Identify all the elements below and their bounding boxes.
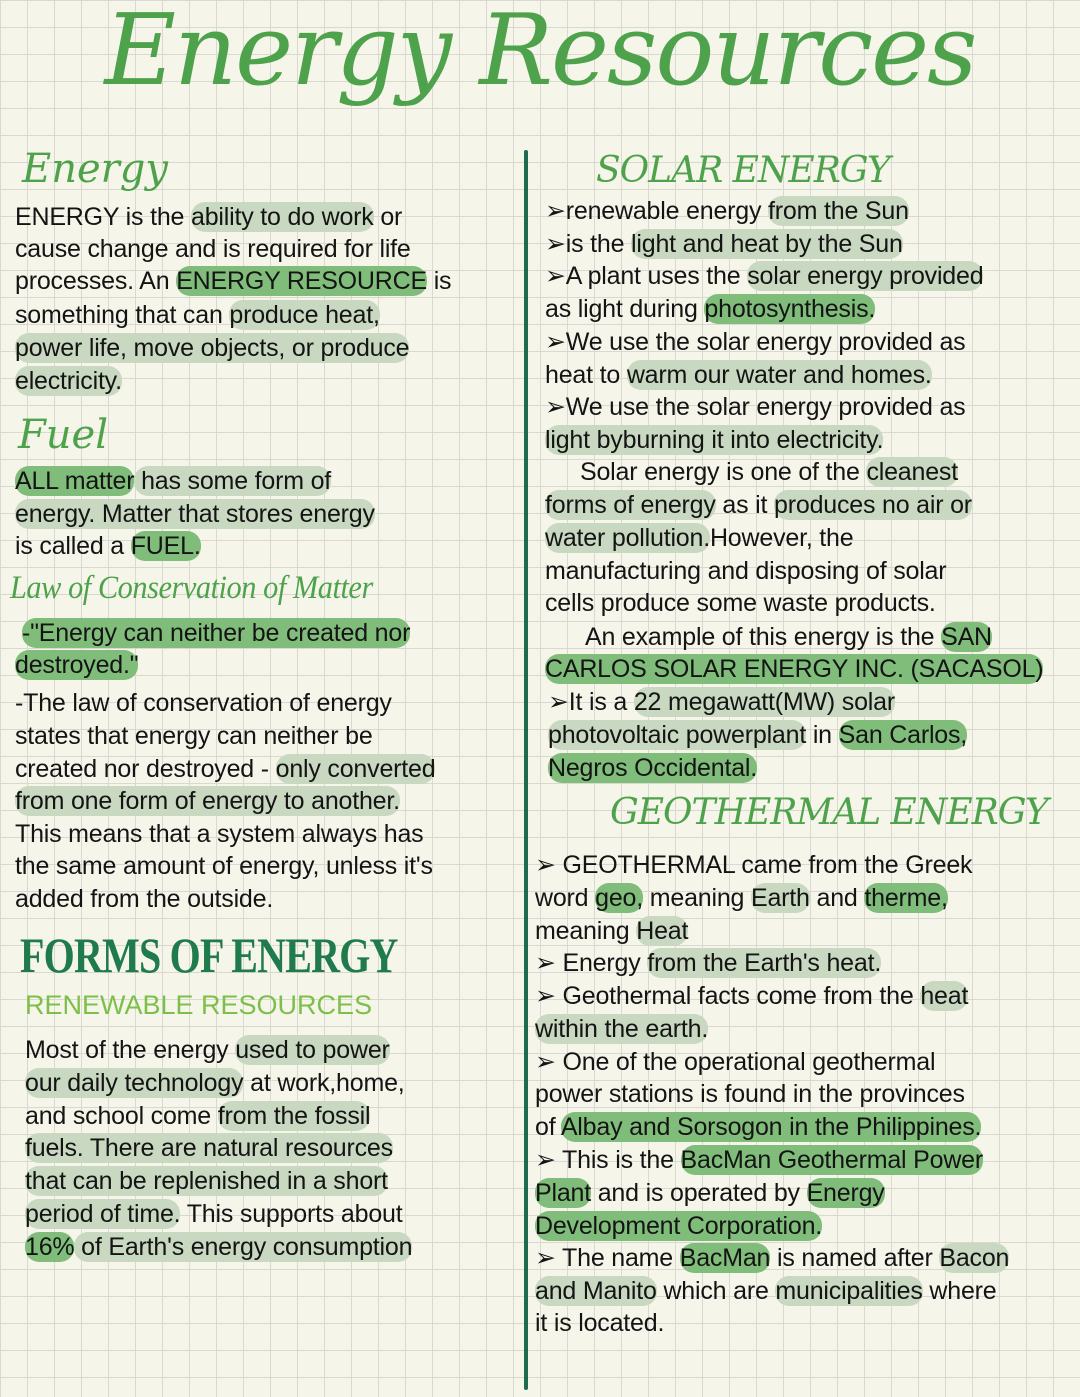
highlighted-text: warm our water and homes. (626, 361, 932, 389)
note-text: Solar energy is one of the (580, 458, 867, 486)
right-column-line (535, 1275, 997, 1307)
highlighted-text: and Manito (535, 1277, 657, 1305)
right-column-line (535, 1210, 822, 1242)
highlighted-text: ALL matter (15, 467, 135, 495)
note-text: added from the outside. (15, 885, 274, 913)
note-text: An example of this energy is the (585, 623, 942, 651)
right-column-line (545, 424, 883, 456)
heading-solar-energy: SOLAR ENERGY (596, 150, 890, 191)
note-text: at work,home, (243, 1069, 405, 1097)
heading-law-of-conservation: Law of Conservation of Matter (10, 570, 373, 606)
left-column-line (25, 1132, 393, 1164)
left-column-line (25, 1165, 388, 1197)
left-column-line (25, 1067, 405, 1099)
highlighted-text: Development Corporation. (535, 1212, 823, 1240)
highlighted-text: heat (920, 982, 969, 1010)
highlighted-text: only converted (275, 755, 436, 783)
highlighted-text: that can be replenished in a short (25, 1167, 388, 1195)
heading-geothermal-energy: GEOTHERMAL ENERGY (610, 792, 1048, 833)
note-text: created nor destroyed - (15, 755, 276, 783)
highlighted-text: photovoltaic powerplant (548, 721, 807, 749)
note-text: manufacturing and disposing of solar (545, 557, 947, 585)
left-column-line (15, 649, 138, 681)
note-text: it is located. (535, 1309, 665, 1337)
note-text: is called a (15, 532, 131, 560)
left-column-line (15, 201, 402, 233)
highlighted-text: from the fossil (217, 1102, 371, 1130)
note-text: which are (656, 1277, 776, 1305)
note-text: as it (715, 491, 775, 519)
right-column-line (535, 947, 881, 979)
highlighted-text: geo, (595, 884, 643, 912)
right-column-line (545, 653, 1043, 685)
note-text: in (806, 721, 839, 749)
right-column-line (545, 326, 965, 358)
right-column-line (535, 1078, 965, 1110)
right-column-line (545, 195, 909, 227)
left-column-line (25, 1231, 412, 1263)
right-column-line (535, 1013, 708, 1045)
highlighted-text: energy. Matter that stores energy (15, 500, 375, 528)
left-column-line (15, 465, 331, 497)
highlighted-text: destroyed." (15, 651, 139, 679)
note-text: something that can (15, 301, 230, 329)
left-column-line (15, 530, 201, 562)
page-title: Energy Resources (104, 0, 976, 108)
heading-energy: Energy (22, 146, 168, 192)
column-divider (524, 150, 528, 1390)
note-text: as light during (545, 295, 705, 323)
note-text: and (809, 884, 865, 912)
note-text: processes. An (15, 267, 177, 295)
right-column-line (545, 522, 853, 554)
right-column-line (545, 228, 903, 260)
note-text: meaning (643, 884, 751, 912)
note-text: is (426, 267, 452, 295)
right-column-line (535, 915, 688, 947)
right-column-line (548, 719, 967, 751)
right-column-line (535, 1307, 664, 1339)
highlighted-text: Albay and Sorsogon in the Philippines. (560, 1113, 982, 1141)
highlighted-text: Plant (535, 1179, 591, 1207)
note-text: cause change and is required for life (15, 235, 411, 263)
right-column-line (548, 686, 895, 718)
right-column-line (585, 621, 992, 653)
highlighted-text: Earth (751, 884, 810, 912)
note-text: This means that a system always has (15, 820, 424, 848)
right-column-line (535, 849, 972, 881)
left-column-line (15, 818, 423, 850)
note-text: of (535, 1113, 561, 1141)
highlighted-text: BacMan (679, 1244, 771, 1272)
left-column-line (22, 617, 410, 649)
note-text: This supports about (180, 1200, 403, 1228)
highlighted-text: light byburning it into electricity. (545, 426, 884, 454)
right-column-line (535, 882, 948, 914)
highlighted-text: water pollution. (545, 524, 710, 552)
note-text: ➢ Geothermal facts come from the (535, 982, 921, 1010)
highlighted-text: within the earth. (535, 1015, 709, 1043)
right-column-line (580, 456, 958, 488)
note-text: ➢is the (545, 230, 632, 258)
highlighted-text: photosynthesis. (704, 295, 876, 323)
right-column-line (535, 1046, 935, 1078)
note-text: ➢ One of the operational geothermal (535, 1048, 936, 1076)
highlighted-text: ENERGY RESOURCE (176, 267, 427, 295)
highlighted-text: produce heat, (229, 301, 380, 329)
left-column-line (15, 365, 122, 397)
highlighted-text: power life, move objects, or produce (15, 334, 410, 362)
highlighted-text: Bacon (939, 1244, 1010, 1272)
highlighted-text: solar energy provided (747, 262, 984, 290)
note-text: where (922, 1277, 997, 1305)
highlighted-text: from one form of energy to another. (15, 787, 400, 815)
highlighted-text: municipalities (775, 1277, 923, 1305)
highlighted-text: -"Energy can neither be created nor (22, 619, 411, 647)
left-column-line (15, 753, 435, 785)
highlighted-text: BacMan Geothermal Power (680, 1146, 983, 1174)
left-column-line (15, 299, 380, 331)
right-column-line (545, 587, 936, 619)
note-text: ➢A plant uses the (545, 262, 748, 290)
highlighted-text: Negros Occidental. (548, 754, 757, 782)
highlighted-text: cleanest (866, 458, 958, 486)
right-column-line (545, 359, 932, 391)
note-text: Most of the energy (25, 1036, 236, 1064)
highlighted-text: forms of energy (545, 491, 716, 519)
right-column-line (535, 1144, 983, 1176)
left-column-line (25, 1100, 370, 1132)
note-text: heat to (545, 361, 627, 389)
note-text: ➢renewable energy (545, 197, 769, 225)
highlighted-text: therme, (864, 884, 948, 912)
right-column-line (535, 1111, 981, 1143)
highlighted-text: 16% (25, 1233, 75, 1261)
note-text: ➢ This is the (535, 1146, 681, 1174)
left-column-line (15, 265, 451, 297)
note-text: and school come (25, 1102, 218, 1130)
highlighted-text: San Carlos, (838, 721, 968, 749)
heading-renewable-resources: RENEWABLE RESOURCES (25, 990, 373, 1020)
right-column-line (545, 489, 972, 521)
highlighted-text: has some form of (134, 467, 332, 495)
highlighted-text: CARLOS SOLAR ENERGY INC. (SACASOL) (545, 655, 1044, 683)
note-text: ENERGY is the (15, 203, 191, 231)
note-text: ➢We use the solar energy provided as (545, 328, 966, 356)
note-text: the same amount of energy, unless it's (15, 852, 433, 880)
right-column-line (535, 980, 968, 1012)
highlighted-text: used to power (235, 1036, 390, 1064)
highlighted-text: from the Sun (768, 197, 909, 225)
highlighted-text: of Earth's energy consumption (74, 1233, 413, 1261)
left-column-line (15, 785, 400, 817)
highlighted-text: period of time. (25, 1200, 181, 1228)
highlighted-text: Heat (636, 917, 689, 945)
note-text: ➢We use the solar energy provided as (545, 393, 966, 421)
note-text: ➢ The name (535, 1244, 680, 1272)
note-text: and is operated by (590, 1179, 807, 1207)
right-column-line (545, 293, 875, 325)
right-column-line (545, 555, 946, 587)
note-text: states that energy can neither be (15, 722, 373, 750)
highlighted-text: produces no air or (774, 491, 972, 519)
highlighted-text: fuels. There are natural resources (25, 1134, 393, 1162)
right-column-line (535, 1242, 1009, 1274)
right-column-line (545, 391, 965, 423)
highlighted-text: 22 megawatt(MW) solar (633, 688, 895, 716)
highlighted-text: electricity. (15, 367, 122, 395)
note-text: ➢It is a (548, 688, 634, 716)
note-text: is named after (770, 1244, 940, 1272)
left-column-line (15, 687, 392, 719)
note-text: -The law of conservation of energy (15, 689, 392, 717)
highlighted-text: light and heat by the Sun (631, 230, 903, 258)
left-column-line (15, 332, 409, 364)
note-text: However, the (709, 524, 854, 552)
highlighted-text: Energy (806, 1179, 885, 1207)
note-text: cells produce some waste products. (545, 589, 936, 617)
right-column-line (535, 1177, 885, 1209)
highlighted-text: from the Earth's heat. (647, 949, 882, 977)
right-column-line (548, 752, 757, 784)
note-text: ➢ GEOTHERMAL came from the Greek (535, 851, 973, 879)
heading-fuel: Fuel (18, 412, 108, 458)
highlighted-text: our daily technology (25, 1069, 244, 1097)
highlighted-text: SAN (941, 623, 992, 651)
left-column-line (15, 720, 373, 752)
left-column-line (15, 233, 411, 265)
note-text: or (373, 203, 403, 231)
note-text: power stations is found in the provinces (535, 1080, 965, 1108)
left-column-line (15, 498, 375, 530)
heading-forms-of-energy: FORMS OF ENERGY (20, 927, 398, 983)
note-text: word (535, 884, 596, 912)
note-text: meaning (535, 917, 637, 945)
left-column-line (25, 1198, 402, 1230)
left-column-line (25, 1034, 390, 1066)
left-column-line (15, 850, 433, 882)
highlighted-text: FUEL. (130, 532, 201, 560)
note-text: ➢ Energy (535, 949, 648, 977)
right-column-line (545, 260, 983, 292)
highlighted-text: ability to do work (190, 203, 374, 231)
left-column-line (15, 883, 273, 915)
